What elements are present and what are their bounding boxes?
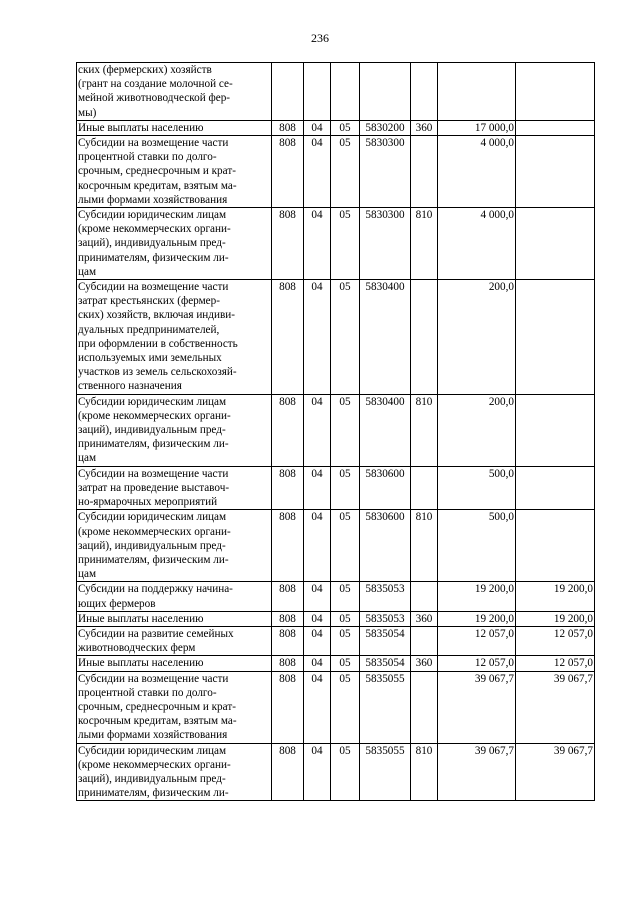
description-cell: [77, 208, 272, 280]
expense-type-cell: [411, 136, 438, 208]
target-article-cell: 5830200: [360, 120, 411, 135]
section-cell: 04: [304, 743, 331, 801]
description-line: процентной ставки по долго-: [78, 686, 217, 699]
description-line: цам: [78, 265, 97, 278]
section-cell: 04: [304, 394, 331, 466]
subsection-cell: 05: [331, 611, 360, 626]
description-line: (кроме некоммерческих органи-: [78, 409, 231, 422]
subsection-cell: 05: [331, 120, 360, 135]
subsection-cell: 05: [331, 136, 360, 208]
amount-cell: 17 000,0: [438, 120, 516, 135]
ministry-code-cell: 808: [272, 656, 304, 671]
description-line: животноводческих ферм: [78, 642, 196, 655]
description-line: мейной животноводческой фер-: [78, 92, 231, 105]
expense-type-cell: 360: [411, 120, 438, 135]
amount-federal-cell: 12 057,0: [516, 656, 595, 671]
description-cell: [77, 63, 272, 121]
section-cell: 04: [304, 611, 331, 626]
description-line: Субсидии на поддержку начина-: [78, 583, 233, 596]
subsection-cell: 05: [331, 208, 360, 280]
page-number: 236: [311, 31, 329, 45]
table-row: [77, 743, 595, 801]
ministry-code-cell: 808: [272, 394, 304, 466]
expense-type-cell: 810: [411, 743, 438, 801]
description-line: ющих фермеров: [78, 597, 156, 610]
amount-federal-cell: 12 057,0: [516, 626, 595, 655]
description-cell: [77, 611, 272, 626]
description-line: Иные выплаты населению: [78, 121, 204, 134]
target-article-cell: [360, 63, 411, 121]
ministry-code-cell: 808: [272, 280, 304, 395]
section-cell: 04: [304, 120, 331, 135]
target-article-cell: 5835055: [360, 743, 411, 801]
ministry-code-cell: 808: [272, 208, 304, 280]
expense-type-cell: [411, 671, 438, 743]
amount-federal-cell: 19 200,0: [516, 611, 595, 626]
section-cell: 04: [304, 582, 331, 611]
expense-type-cell: [411, 280, 438, 395]
table-row: [77, 671, 595, 743]
ministry-code-cell: 808: [272, 466, 304, 510]
description-line: цам: [78, 568, 97, 581]
subsection-cell: [331, 63, 360, 121]
table-row: [77, 656, 595, 671]
table-row: [77, 611, 595, 626]
description-line: дуальных предпринимателей,: [78, 323, 220, 336]
description-line: затрат крестьянских (фермер-: [78, 295, 220, 308]
description-cell: [77, 394, 272, 466]
description-line: но-ярмарочных мероприятий: [78, 496, 218, 509]
expense-type-cell: 360: [411, 656, 438, 671]
description-line: заций), индивидуальным пред-: [78, 424, 226, 437]
expense-type-cell: [411, 582, 438, 611]
description-cell: [77, 120, 272, 135]
target-article-cell: 5835053: [360, 582, 411, 611]
description-cell: [77, 626, 272, 655]
table-row: [77, 394, 595, 466]
description-cell: [77, 280, 272, 395]
amount-cell: [438, 63, 516, 121]
description-line: (кроме некоммерческих органи-: [78, 223, 231, 236]
description-line: заций), индивидуальным пред-: [78, 772, 226, 785]
description-line: Субсидии на возмещение части: [78, 281, 229, 294]
table-row: [77, 582, 595, 611]
expense-type-cell: [411, 626, 438, 655]
section-cell: 04: [304, 466, 331, 510]
description-cell: [77, 136, 272, 208]
description-line: лыми формами хозяйствования: [78, 729, 228, 742]
table-row: [77, 136, 595, 208]
ministry-code-cell: 808: [272, 743, 304, 801]
description-line: процентной ставки по долго-: [78, 151, 217, 164]
table-row: [77, 280, 595, 395]
amount-federal-cell: [516, 394, 595, 466]
amount-federal-cell: [516, 120, 595, 135]
expense-type-cell: [411, 63, 438, 121]
section-cell: 04: [304, 671, 331, 743]
target-article-cell: 5835053: [360, 611, 411, 626]
description-line: заций), индивидуальным пред-: [78, 539, 226, 552]
amount-federal-cell: [516, 510, 595, 582]
expense-type-cell: 360: [411, 611, 438, 626]
amount-federal-cell: [516, 136, 595, 208]
expense-type-cell: 810: [411, 510, 438, 582]
description-line: принимателям, физическим ли-: [78, 787, 229, 800]
subsection-cell: 05: [331, 466, 360, 510]
table-row: [77, 510, 595, 582]
amount-cell: 39 067,7: [438, 743, 516, 801]
description-line: ских (фермерских) хозяйств: [78, 64, 212, 76]
description-line: косрочным кредитам, взятым ма-: [78, 179, 237, 192]
ministry-code-cell: 808: [272, 510, 304, 582]
table-row: [77, 208, 595, 280]
ministry-code-cell: 808: [272, 120, 304, 135]
target-article-cell: 5830300: [360, 136, 411, 208]
target-article-cell: 5830400: [360, 280, 411, 395]
description-cell: [77, 671, 272, 743]
target-article-cell: 5830400: [360, 394, 411, 466]
table-body: [77, 63, 595, 801]
amount-cell: 500,0: [438, 466, 516, 510]
description-line: принимателям, физическим ли-: [78, 438, 229, 451]
description-line: Иные выплаты населению: [78, 657, 204, 670]
description-line: при оформлении в собственность: [78, 337, 238, 350]
subsection-cell: 05: [331, 671, 360, 743]
ministry-code-cell: [272, 63, 304, 121]
target-article-cell: 5830300: [360, 208, 411, 280]
section-cell: 04: [304, 656, 331, 671]
description-line: косрочным кредитам, взятым ма-: [78, 715, 237, 728]
subsection-cell: 05: [331, 656, 360, 671]
amount-federal-cell: 19 200,0: [516, 582, 595, 611]
ministry-code-cell: 808: [272, 626, 304, 655]
ministry-code-cell: 808: [272, 136, 304, 208]
expense-type-cell: 810: [411, 394, 438, 466]
amount-federal-cell: 39 067,7: [516, 671, 595, 743]
description-cell: [77, 743, 272, 801]
amount-cell: 200,0: [438, 280, 516, 395]
table-row: [77, 63, 595, 121]
section-cell: 04: [304, 626, 331, 655]
amount-cell: 39 067,7: [438, 671, 516, 743]
target-article-cell: 5835054: [360, 656, 411, 671]
description-line: Субсидии на развитие семейных: [78, 627, 234, 640]
description-line: Субсидии на возмещение части: [78, 137, 229, 150]
description-line: мы): [78, 106, 97, 119]
description-line: срочным, среднесрочным и крат-: [78, 700, 236, 713]
amount-cell: 19 200,0: [438, 582, 516, 611]
table-row: [77, 120, 595, 135]
target-article-cell: 5835055: [360, 671, 411, 743]
description-cell: [77, 656, 272, 671]
section-cell: 04: [304, 510, 331, 582]
description-line: (кроме некоммерческих органи-: [78, 525, 231, 538]
description-line: участков из земель сельскохозяй-: [78, 366, 237, 379]
description-line: Субсидии юридическим лицам: [78, 744, 227, 757]
description-line: Субсидии на возмещение части: [78, 672, 229, 685]
budget-table: [76, 62, 595, 801]
amount-cell: 200,0: [438, 394, 516, 466]
description-line: Субсидии юридическим лицам: [78, 395, 227, 408]
amount-cell: 4 000,0: [438, 208, 516, 280]
subsection-cell: 05: [331, 582, 360, 611]
subsection-cell: 05: [331, 626, 360, 655]
amount-cell: 4 000,0: [438, 136, 516, 208]
description-line: используемых ими земельных: [78, 352, 222, 365]
table-row: [77, 626, 595, 655]
amount-federal-cell: [516, 466, 595, 510]
description-line: (кроме некоммерческих органи-: [78, 758, 231, 771]
section-cell: [304, 63, 331, 121]
amount-federal-cell: [516, 280, 595, 395]
amount-cell: 19 200,0: [438, 611, 516, 626]
amount-federal-cell: 39 067,7: [516, 743, 595, 801]
table-row: [77, 466, 595, 510]
description-line: Иные выплаты населению: [78, 612, 204, 625]
amount-cell: 12 057,0: [438, 656, 516, 671]
subsection-cell: 05: [331, 394, 360, 466]
subsection-cell: 05: [331, 510, 360, 582]
section-cell: 04: [304, 208, 331, 280]
description-cell: [77, 582, 272, 611]
ministry-code-cell: 808: [272, 611, 304, 626]
ministry-code-cell: 808: [272, 671, 304, 743]
description-line: заций), индивидуальным пред-: [78, 237, 226, 250]
target-article-cell: 5830600: [360, 510, 411, 582]
amount-federal-cell: [516, 208, 595, 280]
target-article-cell: 5835054: [360, 626, 411, 655]
description-line: Субсидии юридическим лицам: [78, 511, 227, 524]
ministry-code-cell: 808: [272, 582, 304, 611]
section-cell: 04: [304, 136, 331, 208]
description-line: ственного назначения: [78, 380, 182, 393]
amount-cell: 500,0: [438, 510, 516, 582]
description-line: затрат на проведение выставоч-: [78, 481, 230, 494]
description-line: цам: [78, 452, 97, 465]
description-line: принимателям, физическим ли-: [78, 251, 229, 264]
description-line: Субсидии юридическим лицам: [78, 209, 227, 222]
description-line: (грант на создание молочной се-: [78, 78, 233, 91]
description-cell: [77, 466, 272, 510]
expense-type-cell: 810: [411, 208, 438, 280]
expense-type-cell: [411, 466, 438, 510]
description-line: Субсидии на возмещение части: [78, 467, 229, 480]
description-line: лыми формами хозяйствования: [78, 193, 228, 206]
amount-federal-cell: [516, 63, 595, 121]
description-line: срочным, среднесрочным и крат-: [78, 165, 236, 178]
description-cell: [77, 510, 272, 582]
section-cell: 04: [304, 280, 331, 395]
description-line: принимателям, физическим ли-: [78, 553, 229, 566]
target-article-cell: 5830600: [360, 466, 411, 510]
subsection-cell: 05: [331, 280, 360, 395]
amount-cell: 12 057,0: [438, 626, 516, 655]
subsection-cell: 05: [331, 743, 360, 801]
description-line: ских) хозяйств, включая индиви-: [78, 309, 235, 322]
